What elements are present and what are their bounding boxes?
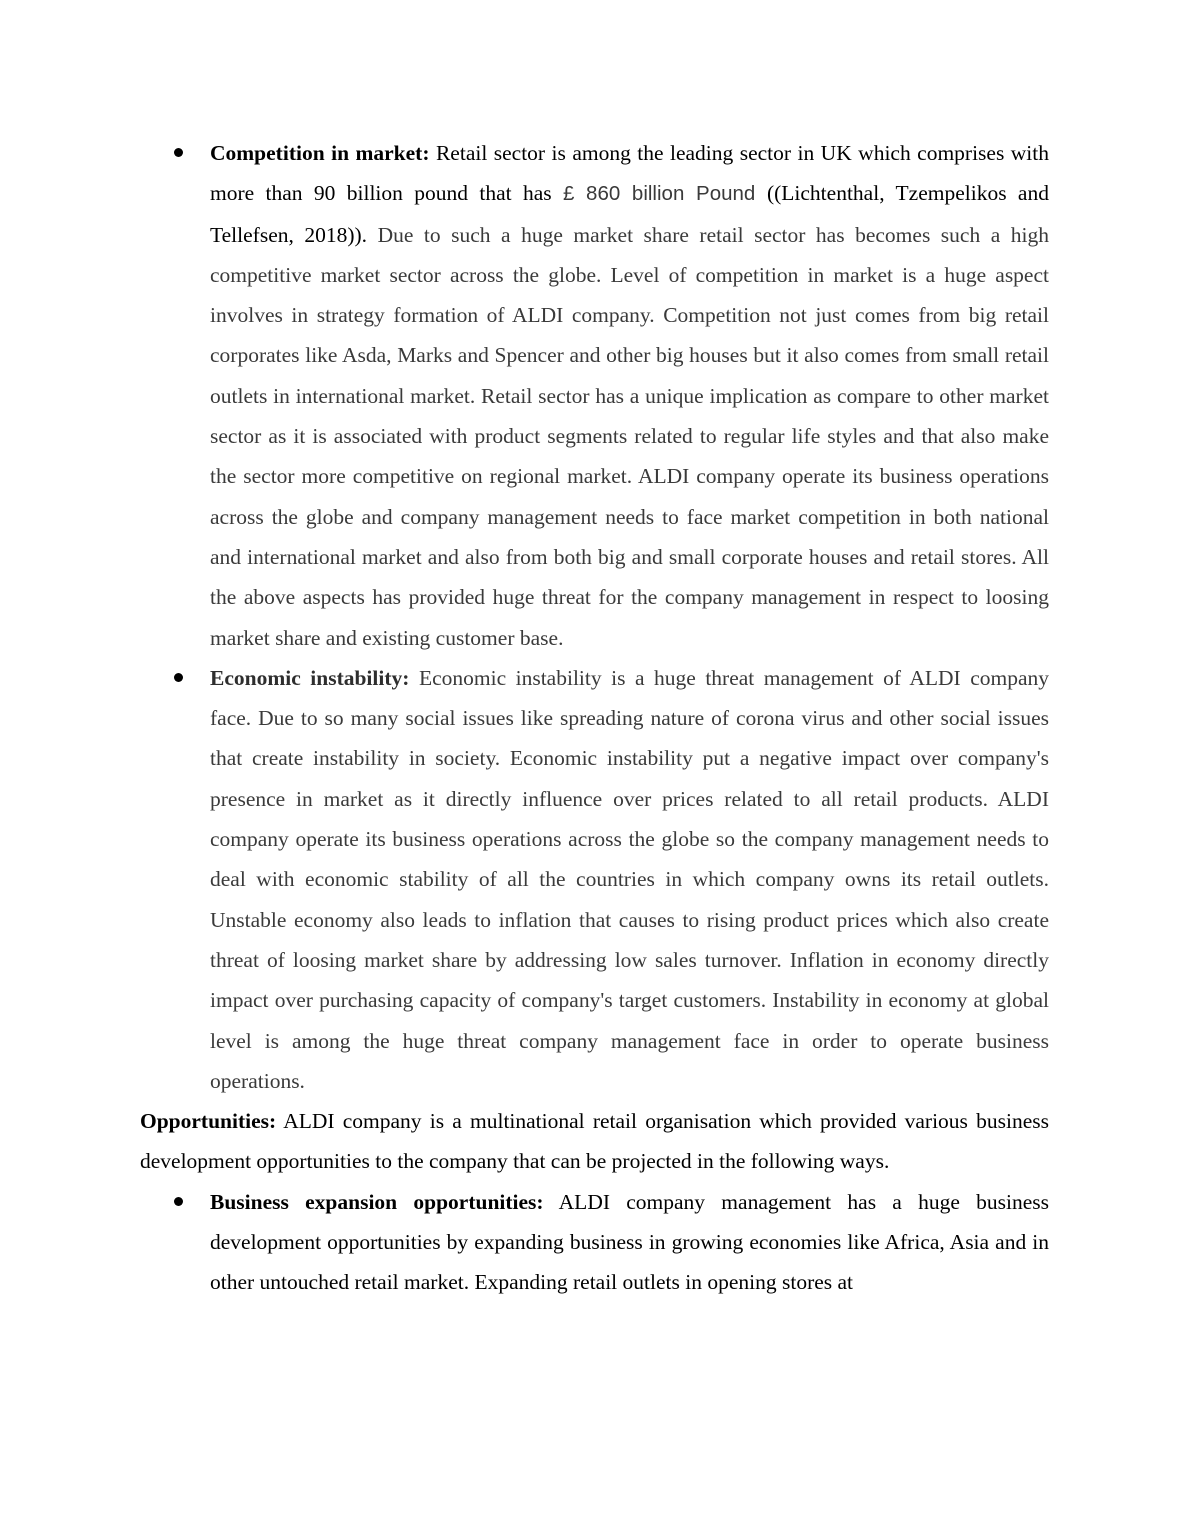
bullet-icon: [174, 1197, 183, 1206]
competition-text-a: Retail sector is among the leading sector in UK which comprises with more than 90 billion pound that has: [210, 141, 1049, 206]
list-item-competition: [140, 133, 1049, 658]
opportunities-list: [140, 1182, 1049, 1303]
term-competition: Competition in market:: [210, 141, 430, 165]
term-business-expansion: Business expansion opportunities:: [210, 1189, 544, 1214]
term-economic: Economic instability:: [210, 665, 410, 690]
bullet-icon: [174, 673, 183, 682]
bullet-icon: [174, 148, 183, 157]
competition-text-d: Due to such a huge market share retail sector has becomes such a high competitive market sector across the globe. Level of competition in market is a huge aspect involves in strategy formation of ALDI company. Competition not just comes from big retail corporates like Asda, Marks and Spencer and other big houses but it also comes from small retail outlets in international market. Retail sector has a unique implication as compare to other market sector as it is associated with product segments related to regular life styles and that also make the sector more competitive on regional market. ALDI company operate its business operations across the globe and company management needs to face market competition in both national and international market and also from both big and small corporate houses and retail stores. All the above aspects has provided huge threat for the company management in respect to loosing market share and existing customer base.: [210, 222, 1049, 650]
business-expansion-text: ALDI company management has a huge business development opportunities by expanding business in growing economies like Africa, Asia and in other untouched retail market. Expanding retail outlets in opening stores at: [210, 1189, 1050, 1295]
opportunities-text: ALDI company is a multinational retail organisation which provided various business development opportunities to the company that can be projected in the following ways.: [140, 1109, 1049, 1174]
competition-text-b: £ 860 billion Pound: [562, 182, 767, 206]
threats-list: [140, 133, 1049, 1101]
list-item-business-expansion: [140, 1182, 1049, 1303]
list-item-economic: [140, 658, 1049, 1101]
opportunities-paragraph: [140, 1101, 1049, 1182]
economic-text: Economic instability is a huge threat management of ALDI company face. Due to so many social issues like spreading nature of corona virus and other social issues that create instability in society. Economic instability put a negative impact over company's presence in market as it directly influence over prices related to all retail products. ALDI company operate its business operations across the globe so the company management needs to deal with economic stability of all the countries in which company owns its retail outlets. Unstable economy also leads to inflation that causes to rising product prices which also create threat of loosing market share by addressing low sales turnover. Inflation in economy directly impact over purchasing capacity of company's target customers. Instability in economy at global level is among the huge threat company management face in order to operate business operations.: [210, 665, 1049, 1093]
document-page: [140, 133, 1049, 1303]
competition-citation: ((Lichtenthal, Tzempelikos and Tellefsen, 2018)).: [210, 181, 1049, 247]
term-opportunities: Opportunities:: [140, 1109, 277, 1134]
